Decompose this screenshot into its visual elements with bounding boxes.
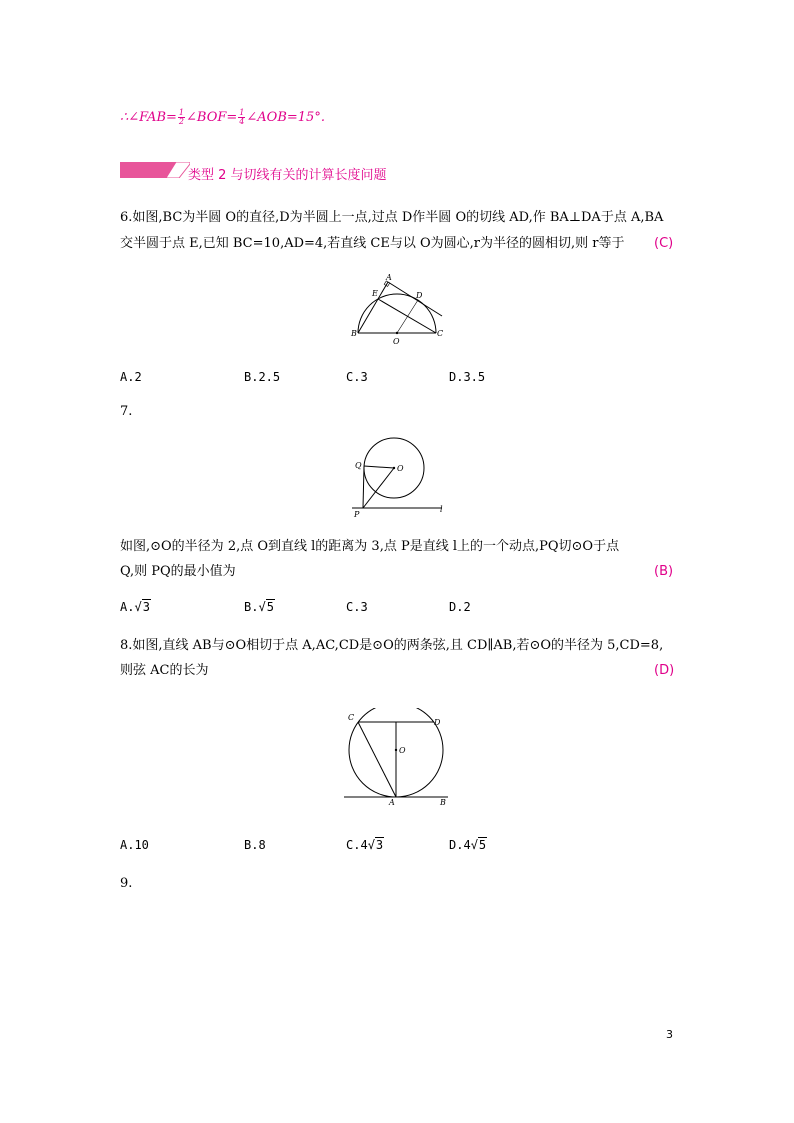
aob-label: ∠AOB <box>246 110 287 125</box>
q6-answer: (C) <box>654 236 674 251</box>
q6-label-d: D <box>416 291 423 300</box>
q8-c-radicand: 3 <box>375 838 384 852</box>
frac2-den: 4 <box>239 117 245 126</box>
q6-label-o: O <box>393 337 400 346</box>
frac2-num: 1 <box>239 108 245 117</box>
sqrt-icon: √3 <box>134 600 150 614</box>
q7-a-prefix: A. <box>120 600 135 614</box>
q6-option-c: C.3 <box>346 370 368 384</box>
q6-option-a: A.2 <box>120 370 142 384</box>
q7-label-p: P <box>354 510 360 519</box>
q9-number: 9. <box>120 876 133 891</box>
fab-label: FAB <box>139 110 167 125</box>
sqrt-icon: √5 <box>258 600 274 614</box>
q8-d-radicand: 5 <box>478 838 487 852</box>
q8-label-o: O <box>399 746 406 755</box>
solution-line <box>120 108 325 128</box>
q7-a-radicand: 3 <box>142 600 150 614</box>
q7-option-c: C.3 <box>346 600 368 614</box>
q7-answer: (B) <box>654 564 674 579</box>
q6-line2: 交半圆于点 E,已知 BC=10,AD=4,若直线 CE与以 O为圆心,r为半径的圆相切,则 r等于 <box>120 236 625 251</box>
q8-label-b: B <box>440 798 446 807</box>
q8-option-d <box>449 838 487 852</box>
page-number: 3 <box>666 1028 673 1041</box>
q8-option-b: B.8 <box>244 838 266 852</box>
q6-label-c: C <box>437 329 444 338</box>
q6-line1: 6.如图,BC为半圆 O的直径,D为半圆上一点,过点 D作半圆 O的切线 AD,作 BA⊥DA于点 A,BA <box>120 210 664 225</box>
q6-label-a: A <box>386 273 392 282</box>
q6-label-b: B <box>351 329 357 338</box>
q7-label-l: l <box>440 505 443 514</box>
q8-option-a: A.10 <box>120 838 149 852</box>
q8-d-prefix: D.4 <box>449 838 471 852</box>
equals-2: = <box>226 110 238 125</box>
q7-figure <box>350 436 450 520</box>
q7-label-q: Q <box>355 461 362 470</box>
q7-b-radicand: 5 <box>266 600 274 614</box>
fraction-half <box>178 109 185 126</box>
q8-option-c <box>346 838 384 852</box>
q7-option-a <box>120 600 151 614</box>
fraction-quarter <box>238 109 245 126</box>
equals-1: = <box>166 110 177 125</box>
q8-c-prefix: C.4 <box>346 838 368 852</box>
q8-label-a: A <box>389 798 395 807</box>
section-title: 类型 2 与切线有关的计算长度问题 <box>188 168 387 183</box>
q7-number: 7. <box>120 404 133 419</box>
section-banner-icon <box>120 162 190 178</box>
frac1-den: 2 <box>178 117 185 126</box>
q6-option-d: D.3.5 <box>449 370 486 384</box>
sqrt-icon: √5 <box>470 838 487 852</box>
q7-b-prefix: B. <box>244 600 259 614</box>
q7-option-b <box>244 600 275 614</box>
q7-line2: Q,则 PQ的最小值为 <box>120 564 236 579</box>
q6-figure <box>340 270 450 348</box>
q6-option-b: B.2.5 <box>244 370 281 384</box>
frac1-num: 1 <box>178 108 185 117</box>
q8-figure <box>340 708 456 810</box>
bof-label: ∠BOF <box>186 110 227 125</box>
sqrt-icon: √3 <box>367 838 384 852</box>
q6-label-e: E <box>372 289 378 298</box>
q7-line1: 如图,⊙O的半径为 2,点 O到直线 l的距离为 3,点 P是直线 l上的一个动点,PQ切⊙O于点 <box>120 539 620 554</box>
q8-line1: 8.如图,直线 AB与⊙O相切于点 A,AC,CD是⊙O的两条弦,且 CD∥AB,若⊙O的半径为 5,CD=8, <box>120 638 664 653</box>
q8-line2: 则弦 AC的长为 <box>120 663 209 678</box>
q8-label-c: C <box>348 713 355 722</box>
therefore-angle: ∴∠ <box>120 110 140 125</box>
q7-label-o: O <box>397 464 404 473</box>
q7-option-d: D.2 <box>449 600 471 614</box>
result-tail: =15°. <box>286 110 325 125</box>
q8-label-d: D <box>434 718 441 727</box>
q8-answer: (D) <box>654 663 675 678</box>
